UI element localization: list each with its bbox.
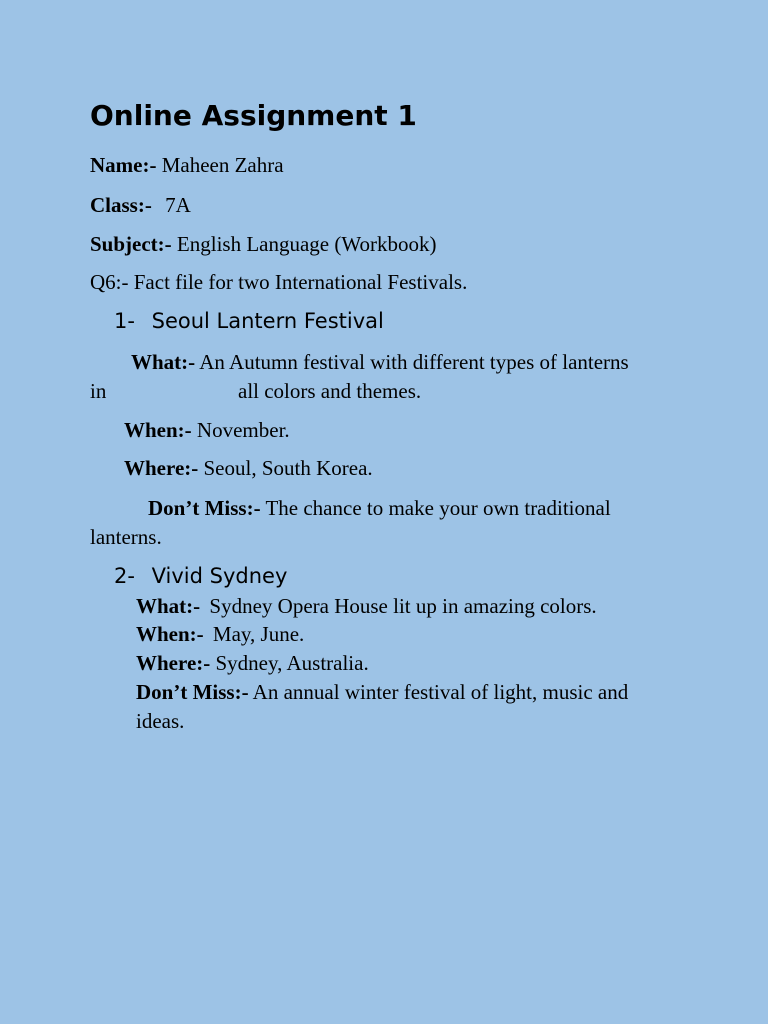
class-label: Class:- xyxy=(90,193,152,217)
name-value: Maheen Zahra xyxy=(161,153,284,177)
festival-2-number: 2- xyxy=(114,564,135,588)
festival-2-what-label: What:- xyxy=(136,594,201,618)
festival-1-dontmiss-line1 xyxy=(90,494,676,523)
festival-1-where-value: Seoul, South Korea. xyxy=(203,456,373,480)
festival-2-when-label: When:- xyxy=(136,622,204,646)
festival-1-where-row xyxy=(124,454,373,482)
festival-1-dontmiss-value: The chance to make your own traditional xyxy=(265,496,611,520)
festival-1-what-label: What:- xyxy=(131,350,196,374)
festival-2-dontmiss-value-line2: ideas. xyxy=(136,709,185,733)
name-label: Name:- xyxy=(90,153,157,177)
festival-2-dontmiss-line1 xyxy=(136,678,676,707)
festival-2-dontmiss-label: Don’t Miss:- xyxy=(136,680,249,704)
festival-1-title: Seoul Lantern Festival xyxy=(151,309,384,333)
subject-label: Subject:- xyxy=(90,232,172,256)
festival-1-when-row xyxy=(124,416,290,444)
festival-2-where-value: Sydney, Australia. xyxy=(215,651,369,675)
name-row xyxy=(90,151,284,179)
festival-2-title: Vivid Sydney xyxy=(151,564,288,588)
festival-1-when-label: When:- xyxy=(124,418,192,442)
festival-1-when-value: November. xyxy=(196,418,290,442)
festival-2-heading xyxy=(114,562,287,590)
festival-2-when-value: May, June. xyxy=(212,622,305,646)
subject-value: English Language (Workbook) xyxy=(176,232,437,256)
festival-1-number: 1- xyxy=(114,309,135,333)
festival-1-what-line1 xyxy=(90,348,676,377)
festival-1-what-value-line2: all colors and themes. xyxy=(238,379,422,403)
festival-1-where-label: Where:- xyxy=(124,456,199,480)
festival-2-dontmiss-value: An annual winter festival of light, music and xyxy=(252,680,629,704)
document-title: Online Assignment 1 xyxy=(90,99,417,132)
festival-1-heading xyxy=(114,307,384,335)
festival-1-dontmiss-value-line2: lanterns. xyxy=(90,525,162,549)
festival-2-what-value: Sydney Opera House lit up in amazing colors. xyxy=(209,594,597,618)
festival-1-what-in: in xyxy=(90,379,107,403)
festival-2-what-row xyxy=(136,592,597,620)
class-value: 7A xyxy=(165,193,191,217)
subject-row xyxy=(90,230,436,258)
question-text: Q6:- Fact file for two International Festivals. xyxy=(90,270,468,294)
class-row xyxy=(90,191,191,219)
festival-2-where-row xyxy=(136,649,369,677)
festival-2-when-row xyxy=(136,620,304,648)
festival-1-dontmiss-label: Don’t Miss:- xyxy=(148,496,261,520)
festival-1-what-value: An Autumn festival with different types of lanterns xyxy=(199,350,629,374)
festival-2-where-label: Where:- xyxy=(136,651,211,675)
